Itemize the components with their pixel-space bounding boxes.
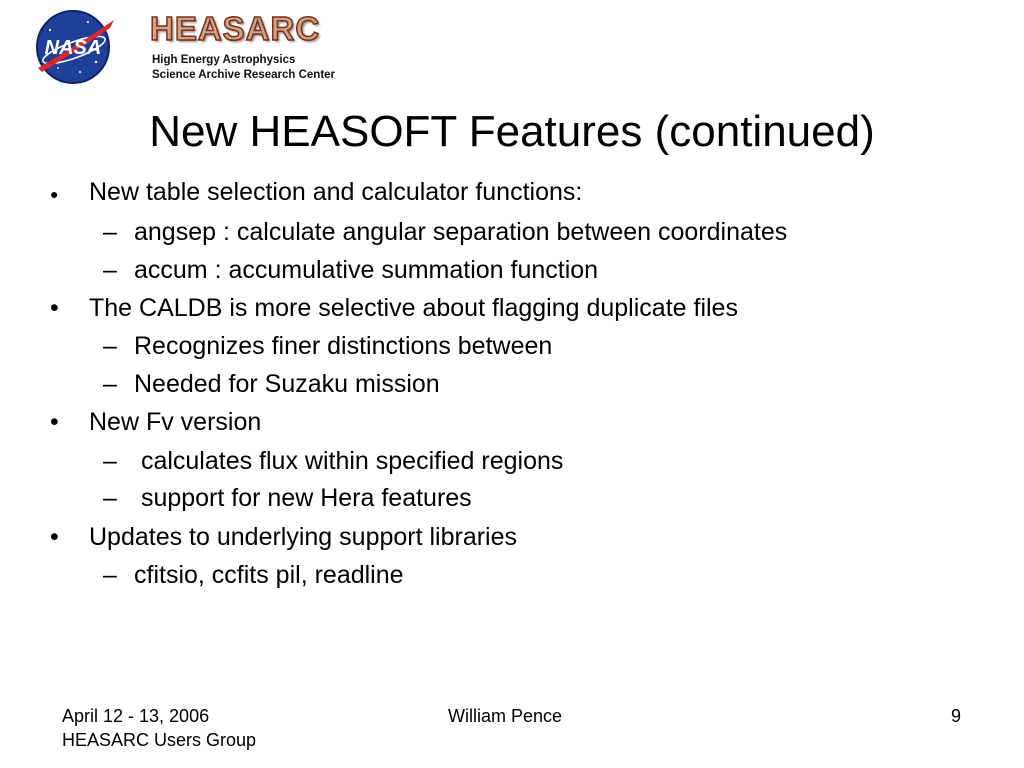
heasarc-wordmark: HEASARC — [150, 10, 321, 47]
dash-marker: – — [103, 332, 117, 360]
sub-bullet-text: Recognizes finer distinctions between — [134, 332, 553, 360]
heasarc-subtitle-line-1: High Energy Astrophysics — [152, 54, 296, 66]
dash-marker: – — [103, 256, 117, 284]
footer-group: HEASARC Users Group — [62, 730, 257, 750]
dash-marker: – — [103, 370, 117, 398]
nasa-logo — [28, 6, 118, 86]
sub-bullet-text: Needed for Suzaku mission — [134, 370, 440, 398]
bullet-marker: • — [50, 408, 59, 436]
slide-header — [0, 0, 1024, 100]
bullet-text: Updates to underlying support libraries — [89, 523, 518, 551]
footer-page-number: 9 — [951, 706, 962, 726]
bullet-text: The CALDB is more selective about flagging duplicate files — [89, 294, 738, 322]
sub-bullet-text: calculates flux within specified regions — [134, 447, 564, 475]
heasarc-subtitle — [152, 53, 335, 83]
slide-title: New HEASOFT Features (continued) — [149, 107, 875, 156]
dash-marker: – — [103, 484, 117, 512]
bullet-text: New Fv version — [89, 408, 262, 436]
dash-marker: – — [103, 561, 117, 589]
footer-date: April 12 - 13, 2006 — [62, 706, 210, 726]
footer-event-info — [62, 704, 256, 752]
bullet-marker: ● — [50, 186, 59, 202]
sub-bullet-text: cfitsio, ccfits pil, readline — [134, 561, 404, 589]
bullet-marker: • — [50, 294, 59, 322]
footer-author: William Pence — [448, 706, 563, 726]
svg-text:NASA: NASA — [44, 37, 102, 59]
heasarc-subtitle-line-2: Science Archive Research Center — [152, 69, 336, 81]
bullet-marker: • — [50, 523, 59, 551]
sub-bullet-text: support for new Hera features — [134, 484, 472, 512]
dash-marker: – — [103, 218, 117, 246]
sub-bullet-text: accum : accumulative summation function — [134, 256, 599, 284]
dash-marker: – — [103, 447, 117, 475]
bullet-text: New table selection and calculator functions: — [89, 178, 583, 206]
sub-bullet-text: angsep : calculate angular separation between coordinates — [134, 218, 788, 246]
